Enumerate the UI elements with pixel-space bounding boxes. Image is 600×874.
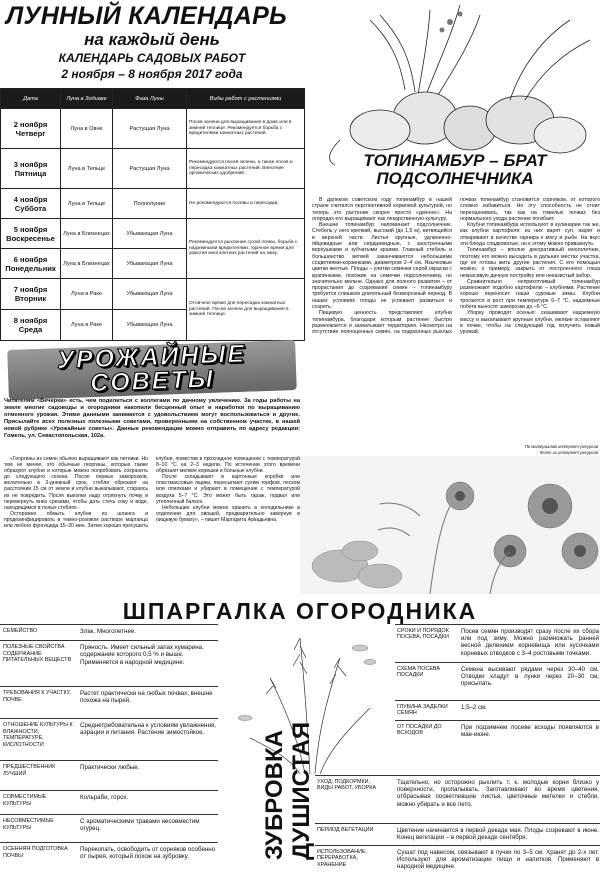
table-row — [1, 189, 305, 219]
phase-cell: Растущая Луна — [113, 149, 187, 189]
row-value: Злак. Многолетнее. — [80, 628, 137, 635]
row-label: НЕСОВМЕСТИМЫЕ КУЛЬТУРЫ — [3, 818, 54, 831]
column-header: Виды работ с растениями — [187, 89, 305, 109]
calendar-heading: КАЛЕНДАРЬ САДОВЫХ РАБОТ — [58, 51, 246, 65]
row-label: СОВМЕСТИМЫЕ КУЛЬТУРЫ — [3, 794, 47, 807]
zodiac-cell: Луна в Близнецах — [61, 219, 113, 249]
work-cell: Рекомендуются посев зелени, а также посев и пересадка комнатных растений. Внесение органических удобрений. — [187, 149, 305, 189]
phase-cell: Полнолуние — [113, 189, 187, 219]
row-label: ОТНОШЕНИЕ КУЛЬТУРЫ К ВЛАЖНОСТИ, ТЕМПЕРАТУРЕ, КИСЛОТНОСТИ — [3, 722, 73, 748]
phase-cell: Убывающая Луна — [113, 249, 187, 279]
row-value: Перекопать, освободить от сорняков особенно от пырея, который похож на зубровку. — [80, 846, 216, 861]
cheat-row — [395, 700, 600, 720]
row-value: Среднетребовательна к условиям увлажнения, аэрации и питания. Растение зимостойкое. — [80, 722, 217, 737]
cheat-row — [0, 624, 218, 640]
cheat-sheet-title: ШПАРГАЛКА ОГОРОДНИКА — [122, 598, 478, 624]
row-value: Тщательно, но осторожно рыхлить т. к. молодые корни близко у поверхности, пропалывать. Заготавливают во время цветения, отбрасывая посветлевшие листья, цветочные метелки и стебли, можно убирать и все лето. — [397, 779, 599, 808]
cheat-row — [0, 640, 218, 686]
cheat-row — [395, 624, 600, 662]
row-value: Растет практически на любых почвах, внешне похожа на пырей. — [80, 690, 213, 705]
row-label: ГЛУБИНА ЗАДЕЛКИ СЕМЯН — [397, 704, 448, 717]
date-cell: 4 ноября Суббота — [1, 189, 61, 219]
zodiac-cell: Луна в Тельце — [61, 189, 113, 219]
calendar-subtitle: на каждый день — [84, 30, 220, 49]
topinambur-paragraph: Топинамбур – вполне декоративный многолетник, поэтому его можно высадить в дальних местах участка, где не готовы жить другие растения. С его помощью можно, к примеру, закрыть от построенного глаза некрасивую дачную постройку или неказистый забор. — [460, 247, 600, 279]
date-cell: 6 ноября Понедельник — [1, 249, 61, 279]
row-label: ПРЕДШЕСТВЕННИК ЛУЧШИЙ — [3, 764, 56, 777]
flowers-tubers-photo — [300, 456, 600, 594]
cheat-row — [0, 842, 218, 874]
work-cell: Посев зелени для выращивания в доме или в зимней теплице. Рекомендуется борьба с вредителями комнатных растений. — [187, 109, 305, 149]
column-header: Фаза Луны — [113, 89, 187, 109]
row-value: Пряность. Имеет сильный запах кумарина, содержание которого 0,5 % и выше. Применяется в народной медицине. — [80, 644, 204, 666]
row-value: Посев семян производят сразу после их сбора или под зиму. Можно размножать ранней весной делением корневища или кусочками корневых отводков с 3–4 ростовыми точками. — [461, 628, 599, 657]
row-value: Кольраби, горох. — [80, 794, 129, 801]
calendar-header — [0, 0, 304, 86]
row-label: СХЕМА ПОСЕВА ПОСАДКИ — [397, 666, 440, 679]
zodiac-cell: Луна в Овне — [61, 109, 113, 149]
row-label: ОТ ПОСАДКИ ДО ВСХОДОВ — [397, 724, 442, 737]
date-cell: 3 ноября Пятница — [1, 149, 61, 189]
table-row — [1, 279, 305, 310]
cheat-row — [0, 718, 218, 760]
table-row — [1, 149, 305, 189]
calendar-period: 2 ноября – 8 ноября 2017 года — [61, 67, 243, 81]
topinambur-body — [312, 197, 600, 409]
topinambur-paragraph: Уборку проводят осенью: скашивают надземную массу и выкапывают крупные клубни, мелкие оставляют в почве, чтобы на следующий год получить новый урожай. — [460, 310, 600, 336]
cheat-row — [0, 814, 218, 842]
tips-paragraph: Осторожно обмыть клубни из шланга и продезинфицировать в темно-розовом растворе марганца или любого фунгицида 15–20 мин. Затем хорошо просушить клубни, поместив в прохладное помещение с температурой 8–10 °С на 2–3 недели. По истечении этого времени обрезают мелкие корешки и больные клубни. — [4, 456, 300, 530]
plant-name-line2: ДУШИСТАЯ — [288, 721, 315, 860]
row-value: 1,5–2 см. — [461, 704, 487, 711]
table-row — [1, 219, 305, 249]
table-row — [1, 109, 305, 149]
column-header: Луна в Зодиаке — [61, 89, 113, 109]
topinambur-paragraph: Пищевую ценность представляют клубни топинамбура, благодаря которым растение быстро размножается и захватывает территорию. Несмотря на отсутствие полноценных семян, на подоконных рыхлых почвах топинамбур становится сорняком, от которого сложно избавиться. Но эту способность не стоит переоценивать, так как на тяжелых почвах без нормального ухода растение погибает. — [312, 197, 600, 336]
topinambur-paragraph: Сравнительно неприхотливый топинамбур размножают подобно картофелю – клубнями. Растение хорошо переносит наши суровые зимы. Клубни трогаются в рост при температуре 6–7 °С, надземные побеги выносят заморозки до –6 °С. — [460, 278, 600, 311]
date-cell: 5 ноября Воскресенье — [1, 219, 61, 249]
tips-paragraph: «Георгины из семян обычно выращивают как летники. Но тем не менее, это обычные георгины, которые также образуют клубни и которые можно попробовать сохранить до следующего сезона. После первых заморозков, желательно в 3-дневный срок, стебли обрезают на расстоянии 15 см от земли и клубни выкапывают, стараясь их не повредить. После выкопки надо отряхнуть почву и перевернуть вниз срезами, чтобы дать стечь соку и воде, находящимся в полых стеблях. — [4, 456, 148, 511]
phase-cell: Убывающая Луна — [113, 219, 187, 249]
zodiac-cell: Луна в Раке — [61, 310, 113, 341]
tips-title: УРОЖАЙНЫЕ СОВЕТЫ — [7, 340, 297, 400]
phase-cell: Растущая Луна — [113, 109, 187, 149]
date-cell: 2 ноября Четверг — [1, 109, 61, 149]
lunar-table — [0, 88, 305, 341]
phase-cell: Убывающая Луна — [113, 279, 187, 310]
zodiac-cell: Луна в Близнецах — [61, 249, 113, 279]
phase-cell: Убывающая Луна — [113, 310, 187, 341]
row-value: Семена высевают рядами через 30–40 см. Отводки кладут в лунки через 20–30 см, присыпать. — [461, 666, 599, 688]
topinambur-paragraph: Внешне топинамбур напоминает подсолнечник. Стебель у него крепкий, высокий (до 1,5 м), ветвящийся в верхней части. Листья крупные, удлиненно-яйцевидные или сердцевидные, с заостренными верхушками и зубчатыми краями. Главный стебель и большинство ветвей заканчиваются небольшими соцветиями-корзинками, диаметром 2–4 см. Язычковые цветки желтые. Плоды – улитки семянки серой окраски с крапинками, похожие на семечки подсолнечника, но значительно мельче. Однако для полного развития – от прорастания до созревания семян – топинамбуру требуется слишком длительный безморозный период. В наших условиях плоды не успевают развиться и созреть. — [312, 222, 452, 311]
calendar-title: ЛУННЫЙ КАЛЕНДАРЬ — [6, 2, 288, 30]
row-label: ТРЕБОВАНИЯ К УЧАСТКУ, ПОЧВЕ — [3, 690, 71, 703]
topinambur-paragraph: В далеком советском году топинамбур в нашей стране считался перспективной кормовой культурой, но теперь это растение скорее просто «дачное». На огородах его выращивают как лекарственную культуру. — [312, 197, 452, 222]
vegetables-illustration — [310, 0, 600, 170]
work-cell: Не рекомендуются посевы и пересадки. — [187, 189, 305, 219]
row-value: Цветение начинается в первой декаде мая. Плоды созревают в июне. Конец вегетации – в первой декаде сентября. — [397, 827, 599, 842]
work-cell: Рекомендуется рыхление сухой почвы, борьба с надземными вредителями. Удачное время для укрытия многолетних растений на зиму. — [187, 219, 305, 279]
row-value: При подзимнем посеве всходы появляются в мае-июне. — [461, 724, 599, 739]
cheat-row — [315, 775, 600, 823]
cheat-row — [395, 662, 600, 700]
row-label: СЕМЕЙСТВО — [3, 628, 38, 634]
tips-paragraph: Небольшие клубни можно хранить в холодильнике в отделении для овощей, предварительно завернув в пищевую бумагу», – пишет Маргарита Аркадьевна. — [156, 504, 300, 523]
topinambur-title: ТОПИНАМБУР – БРАТ ПОДСОЛНЕЧНИКА — [363, 151, 547, 188]
cheat-row — [0, 686, 218, 718]
row-label: ИСПОЛЬЗОВАНИЕ, ПЕРЕРАБОТКА, ХРАНЕНИЕ — [317, 849, 368, 868]
row-label: ПОЛЕЗНЫЕ СВОЙСТВА СОДЕРЖАНИЕ ПИТАТЕЛЬНЫХ ВЕЩЕСТВ — [3, 644, 72, 663]
row-value: С ароматическими травами несовместим огурец. — [80, 818, 200, 833]
cheat-row — [395, 720, 600, 750]
zodiac-cell: Луна в Тельце — [61, 149, 113, 189]
row-label: ОСЕННЯЯ ПОДГОТОВКА ПОЧВЫ — [3, 846, 68, 859]
cheat-row — [315, 845, 600, 874]
tips-paragraph: После складывают в картонные коробки или пластмассовые ящики, пересыпают сухим торфом, песком или опилками и убирают в помещение с температурой воздуха 5–7 °С. Это может быть гараж, подвал или утепленный балкон. — [156, 474, 300, 505]
photo-credit: Фото из интернет-ресурсов — [540, 450, 598, 455]
cheat-row — [0, 790, 218, 814]
zodiac-cell: Луна в Раке — [61, 279, 113, 310]
work-cell: Отличное время для пересадки комнатных растений. Посев зелени для выращивания в зимней теплице. — [187, 279, 305, 341]
cheat-row — [0, 760, 218, 790]
plant-name-line1: ЗУБРОВКА — [261, 730, 288, 860]
row-value: Сушат под навесом, связывают в пучки по 3–5 см. Хранят до 2-х лет. Используют для ароматизации пищи и напитков. Применяют в народной медицине. — [397, 849, 599, 871]
row-label: УХОД: ПОДКОРМКИ, ВИДЫ РАБОТ, УБОРКА — [317, 779, 377, 792]
lunar-table-header — [1, 89, 305, 109]
column-header: Дата — [1, 89, 61, 109]
date-cell: 8 ноября Среда — [1, 310, 61, 341]
date-cell: 7 ноября Вторник — [1, 279, 61, 310]
topinambur-paragraph: Клубни топинамбура используют в кулинарии так же, как клубни картофеля: из них варят суп, жарят и отваривают в качестве гарнира к мясу и рыбе. На вкус эти блюда сладковатые, но к этому можно привыкнуть. — [460, 222, 600, 248]
row-value: Практически любые. — [80, 764, 140, 771]
cheat-row — [315, 823, 600, 845]
tips-intro: Читателям «Вечерки» есть, чем поделиться с коллегами по дачному увлечению. За годы работы на земле многие садоводы и огородники накопили бесценный опыт и наработки по выращиванию отменного урожая. Этими данными занимается с удовольствием могут воспользоваться и другие. Присылайте всех полезных полезными советами, проверенными на собственном участке, в нашей новой рубрике «Урожайные советы». Данные рекомендации можно отправить по адресу редакции: Гомель, ул. Севастопольская, 102а. — [4, 398, 300, 439]
tips-body — [4, 456, 300, 594]
row-label: СРОКИ И ПОРЯДОК ПОСЕВА, ПОСАДКИ — [397, 628, 449, 641]
source-credit: По материалам интернет-ресурсов — [524, 444, 598, 449]
row-label: ПЕРИОД ВЕГЕТАЦИИ — [317, 827, 374, 833]
